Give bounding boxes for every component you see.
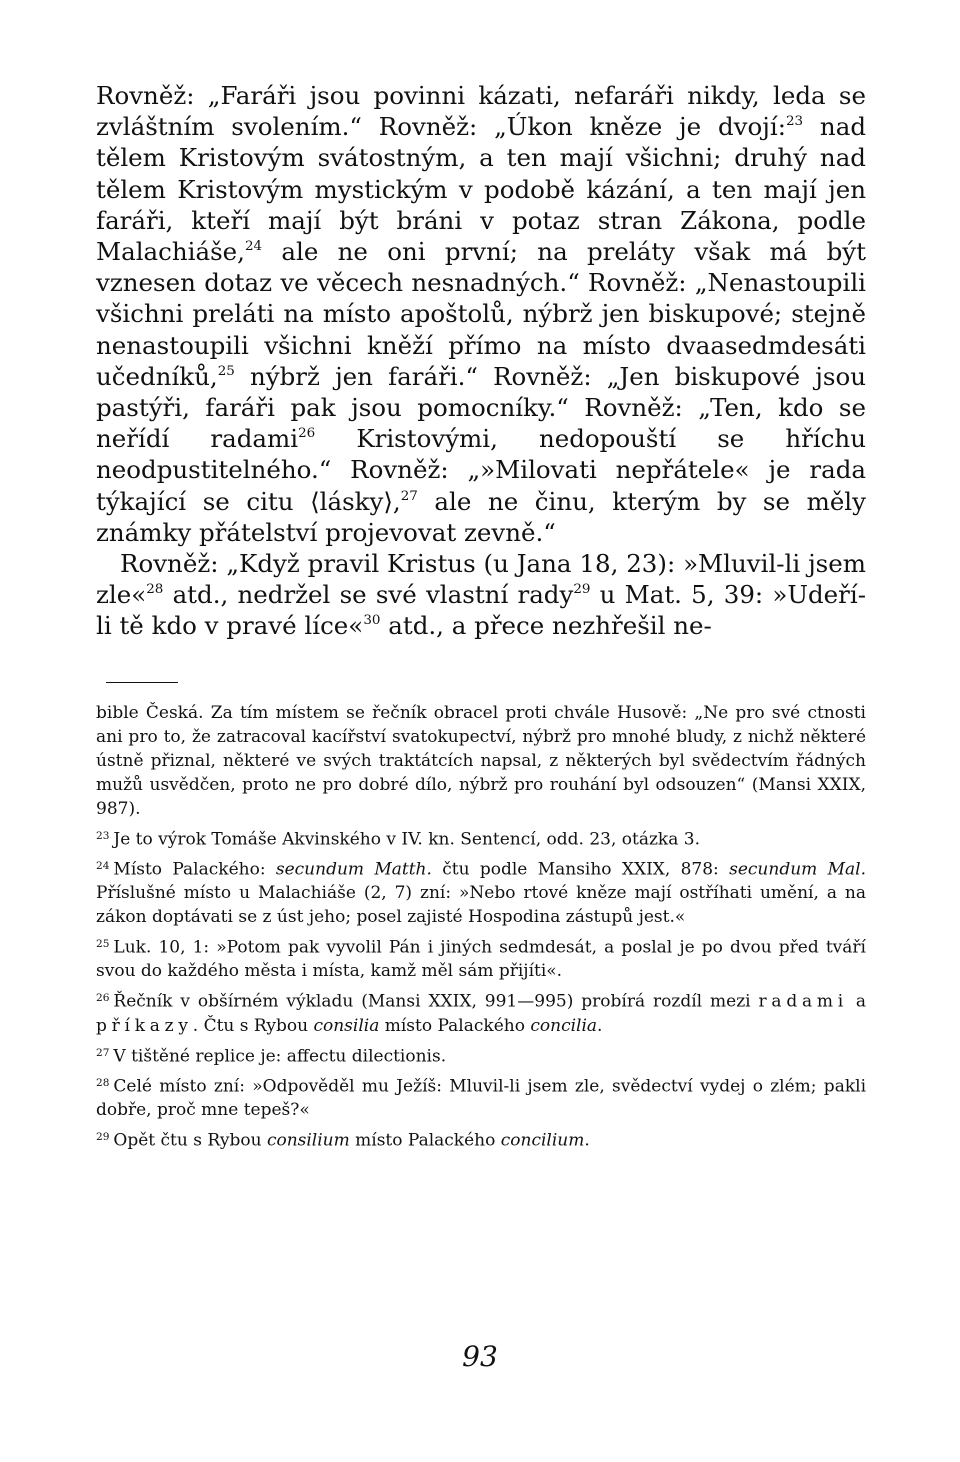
text-run: nad tělem Kristovým svátostným, a ten mají všichni; druhý nad tělem Kristovým mystickým v podobě kázání, a ten mají jen faráři, kteří mají být bráni v potaz stran Zákona, podle Malachiáše,	[96, 112, 867, 267]
footnote-text: Místo Palackého:	[113, 859, 276, 880]
footnote-text: Řečník v obšírném výkladu (Mansi XXIX, 991—995) probírá rozdíl mezi	[113, 991, 759, 1012]
footnote-text: .	[597, 1015, 603, 1036]
spaced-term: příkazy	[96, 1015, 193, 1036]
text-run: Rovněž: „Když pravil Kristus (u Jana 18, 23): »Mluvil-li jsem zle«	[96, 549, 866, 610]
footnote-28	[96, 1071, 866, 1122]
footnote-ref: 29	[573, 581, 591, 598]
italic-term: concilium	[500, 1130, 585, 1151]
text-run: ale ne činu, kterým by se měly známky přátelství projevovat zevně.“	[96, 486, 866, 547]
footnote-text: .	[584, 1130, 590, 1151]
footnote-ref: 23	[785, 113, 804, 130]
spaced-term: radami	[758, 991, 848, 1012]
text-run: Kristovými, nedopouští se hříchu neodpustitelného.“ Rovněž: „»Milovati nepřátele« je rada týkající se citu ⟨lásky⟩,	[96, 424, 866, 516]
text-run: ale ne oni první; na preláty však má být vznesen dotaz ve věcech nesnadných.“ Rovněž: „Nenastoupili všichni preláti na místo apoštolů, nýbrž jen biskupové; stejně nenastoupili všichni kněží přímo na místo dvaasedmdesáti učedníků,	[96, 237, 866, 391]
text-run: nýbrž jen faráři.“ Rovněž: „Jen biskupové jsou pastýři, faráři pak jsou pomocníky.“ Rovněž: „Ten, kdo se neřídí radami	[96, 361, 866, 454]
footnote-text: Celé místo zní: »Odpověděl mu Ježíš: Mluvil-li jsem zle, svědectví vydej o zlém; pakli dobře, proč mne tepeš?«	[96, 1076, 866, 1121]
footnote-ref: 24	[244, 237, 263, 254]
footnote-text: a	[847, 991, 867, 1012]
footnote-25	[96, 932, 866, 983]
footnote-24	[96, 854, 866, 929]
footnote-number: 23	[96, 829, 110, 842]
text-run: atd., nedržel se své vlastní rady	[163, 580, 574, 610]
footnote-text: Je to výrok Tomáše Akvinského v IV. kn. Sentencí, odd. 23, otázka 3.	[113, 828, 700, 849]
footnote-continuation: bible Česká. Za tím místem se řečník obracel proti chvále Husově: „Ne pro své ctnosti ani pro to, že zatracoval kacířství svatokupectví, nýbrž pro mnohé bludy, z nichž některé ústně přiznal, některé ve svých traktátcích napsal, z některých byl svědectvím řádných mužů usvědčen, proto ne pro dobré dílo, nýbrž pro rouhání byl odsouzen“ (Mansi XXIX, 987).	[96, 702, 866, 819]
footnote-ref: 26	[298, 425, 316, 442]
footnote-divider	[106, 682, 178, 683]
footnote-number: 24	[96, 859, 110, 872]
italic-term: secundum Mal.	[729, 859, 866, 880]
main-text	[96, 80, 866, 642]
page-number: 93	[462, 1340, 498, 1373]
footnote-text: čtu podle Mansiho XXIX, 878:	[431, 859, 730, 880]
footnote-ref: 30	[363, 612, 381, 629]
text-run: Rovněž: „Faráři jsou povinni kázati, nefaráři nikdy, leda se zvláštním svolením.“ Rovněž: „Úkon kněze je dvojí:	[96, 81, 866, 142]
text-run: u Mat. 5, 39: »Udeří-li tě kdo v pravé líce«	[96, 580, 867, 641]
footnote-29	[96, 1125, 866, 1152]
footnote-ref: 27	[400, 487, 418, 504]
footnotes	[96, 701, 866, 1153]
text-run: atd., a přece nezhřešil ne-	[380, 611, 712, 641]
paragraph-2	[96, 548, 866, 642]
footnote-number: 26	[96, 992, 110, 1005]
italic-term: consilia	[313, 1015, 380, 1036]
footnote-text: Příslušné místo u Malachiáše (2, 7) zní: »Nebo rtové kněze mají ostříhati umění, a na zákon doptávati se z úst jeho; posel zajisté Hospodina zástupů jest.«	[96, 883, 866, 928]
paragraph-1	[96, 80, 866, 548]
footnote-23	[96, 824, 866, 851]
footnote-ref: 28	[146, 581, 164, 598]
footnote-text: místo Palackého	[379, 1015, 531, 1036]
footnote-number: 28	[96, 1076, 110, 1089]
footnote-ref: 25	[217, 362, 235, 379]
footnote-text: Luk. 10, 1: »Potom pak vyvolil Pán i jiných sedmdesát, a poslal je po dvou před tváří svou do každého města i místa, kamž měl sám přijíti«.	[96, 937, 866, 982]
footnote-text: . Čtu s Rybou	[192, 1015, 314, 1036]
footnote-27	[96, 1041, 866, 1068]
footnote-text: Opět čtu s Rybou	[113, 1130, 267, 1151]
footnote-text: místo Palackého	[349, 1130, 501, 1151]
footnote-number: 25	[96, 938, 110, 951]
italic-term: concilia	[530, 1015, 598, 1036]
italic-term: consilium	[266, 1130, 350, 1151]
footnote-number: 29	[96, 1131, 110, 1144]
footnote-26	[96, 986, 866, 1037]
footnote-number: 27	[96, 1046, 110, 1059]
footnote-text: V tištěné replice je: affectu dilectionis.	[113, 1045, 447, 1066]
italic-term: secundum Matth.	[275, 859, 432, 880]
